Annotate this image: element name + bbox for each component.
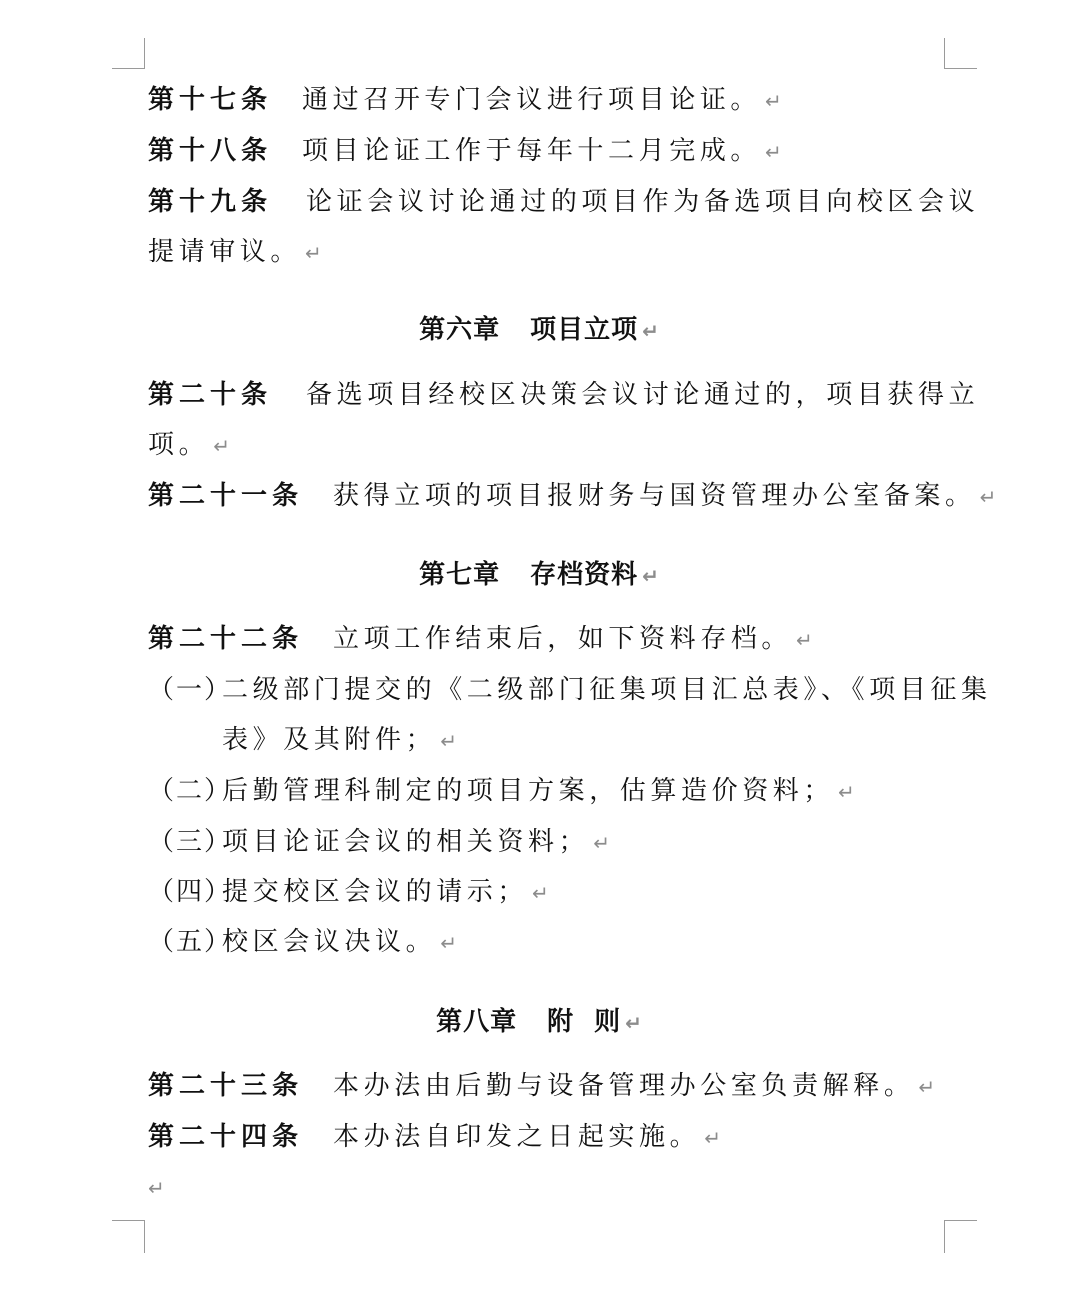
- list-item-number: （四）: [148, 877, 233, 907]
- archive-item-5: [148, 917, 944, 968]
- article-17: [148, 75, 944, 126]
- list-item-number: （五）: [148, 927, 233, 957]
- article-text: 立项工作结束后，如下资料存档。: [333, 624, 793, 654]
- paragraph-mark-icon: ↵: [625, 1011, 642, 1035]
- paragraph-mark-icon: ↵: [440, 729, 457, 753]
- chapter-title-part1: 附: [547, 1007, 575, 1037]
- paragraph-mark-icon: ↵: [213, 434, 230, 458]
- article-text-line2: 项。: [148, 430, 210, 460]
- article-text-line2: 提请审议。: [148, 237, 302, 267]
- article-18: [148, 126, 944, 177]
- crop-mark-top-left: [112, 38, 145, 69]
- article-text-line1: 论证会议讨论通过的项目作为备选项目向校区会议: [306, 187, 980, 217]
- article-24: [148, 1112, 944, 1163]
- list-item-text-line2: 表》及其附件；: [222, 725, 437, 755]
- article-19: [148, 177, 980, 278]
- article-label: 第二十三条: [148, 1071, 304, 1101]
- paragraph-mark-icon: ↵: [532, 881, 549, 905]
- chapter-title: 存档资料: [530, 560, 639, 590]
- paragraph-mark-icon: ↵: [305, 241, 322, 265]
- article-label: 第十八条: [148, 136, 273, 166]
- chapter-7-heading: [0, 555, 1078, 596]
- paragraph-mark-icon: ↵: [642, 319, 659, 343]
- chapter-number: 第八章: [436, 1007, 518, 1037]
- paragraph-mark-icon: ↵: [979, 485, 997, 509]
- paragraph-mark-icon: ↵: [765, 89, 782, 113]
- paragraph-mark-icon: ↵: [148, 1176, 165, 1200]
- paragraph-mark-icon: ↵: [796, 628, 813, 652]
- article-text: 通过召开专门会议进行项目论证。: [302, 85, 762, 115]
- paragraph-mark-icon: ↵: [918, 1075, 936, 1099]
- article-text: 本办法由后勤与设备管理办公室负责解释。: [333, 1071, 915, 1101]
- article-text: 项目论证工作于每年十二月完成。: [302, 136, 762, 166]
- list-item-number: （一）: [148, 675, 233, 705]
- list-item-text: 校区会议决议。: [222, 927, 437, 957]
- list-item-text-line1: 二级部门提交的《二级部门征集项目汇总表》、《项目征集: [222, 675, 992, 705]
- article-label: 第二十一条: [148, 481, 304, 511]
- article-21: [148, 471, 997, 522]
- article-22: [148, 614, 944, 665]
- archive-item-3: [148, 817, 944, 868]
- list-item-text: 后勤管理科制定的项目方案，估算造价资料；: [222, 776, 835, 806]
- chapter-title: 项目立项: [530, 315, 639, 345]
- crop-mark-bottom-left: [112, 1220, 145, 1253]
- paragraph-mark-icon: ↵: [642, 564, 659, 588]
- list-item-text: 提交校区会议的请示；: [222, 877, 529, 907]
- article-text: 获得立项的项目报财务与国资管理办公室备案。: [333, 481, 976, 511]
- chapter-number: 第六章: [419, 315, 501, 345]
- list-item-text: 项目论证会议的相关资料；: [222, 827, 590, 857]
- paragraph-mark-icon: ↵: [440, 931, 457, 955]
- article-text: 本办法自印发之日起实施。: [333, 1122, 701, 1152]
- archive-item-2: [148, 766, 944, 817]
- crop-mark-bottom-right: [944, 1220, 977, 1253]
- paragraph-mark-icon: ↵: [593, 831, 610, 855]
- crop-mark-top-right: [944, 38, 977, 69]
- paragraph-mark-icon: ↵: [765, 140, 782, 164]
- article-label: 第二十四条: [148, 1122, 304, 1152]
- archive-item-4: [148, 867, 944, 918]
- article-label: 第十七条: [148, 85, 273, 115]
- paragraph-mark-icon: ↵: [838, 780, 855, 804]
- article-label: 第二十条: [148, 380, 273, 410]
- archive-item-1: [148, 665, 992, 766]
- list-item-number: （三）: [148, 827, 233, 857]
- chapter-number: 第七章: [419, 560, 501, 590]
- chapter-6-heading: [0, 310, 1078, 351]
- empty-paragraph: [148, 1162, 944, 1213]
- chapter-title-part2: 则: [594, 1007, 622, 1037]
- chapter-8-heading: [0, 1002, 1078, 1043]
- article-label: 第十九条: [148, 187, 273, 217]
- article-text-line1: 备选项目经校区决策会议讨论通过的，项目获得立: [306, 380, 980, 410]
- article-label: 第二十二条: [148, 624, 304, 654]
- article-20: [148, 370, 980, 471]
- article-23: [148, 1061, 944, 1112]
- list-item-number: （二）: [148, 776, 233, 806]
- paragraph-mark-icon: ↵: [704, 1126, 721, 1150]
